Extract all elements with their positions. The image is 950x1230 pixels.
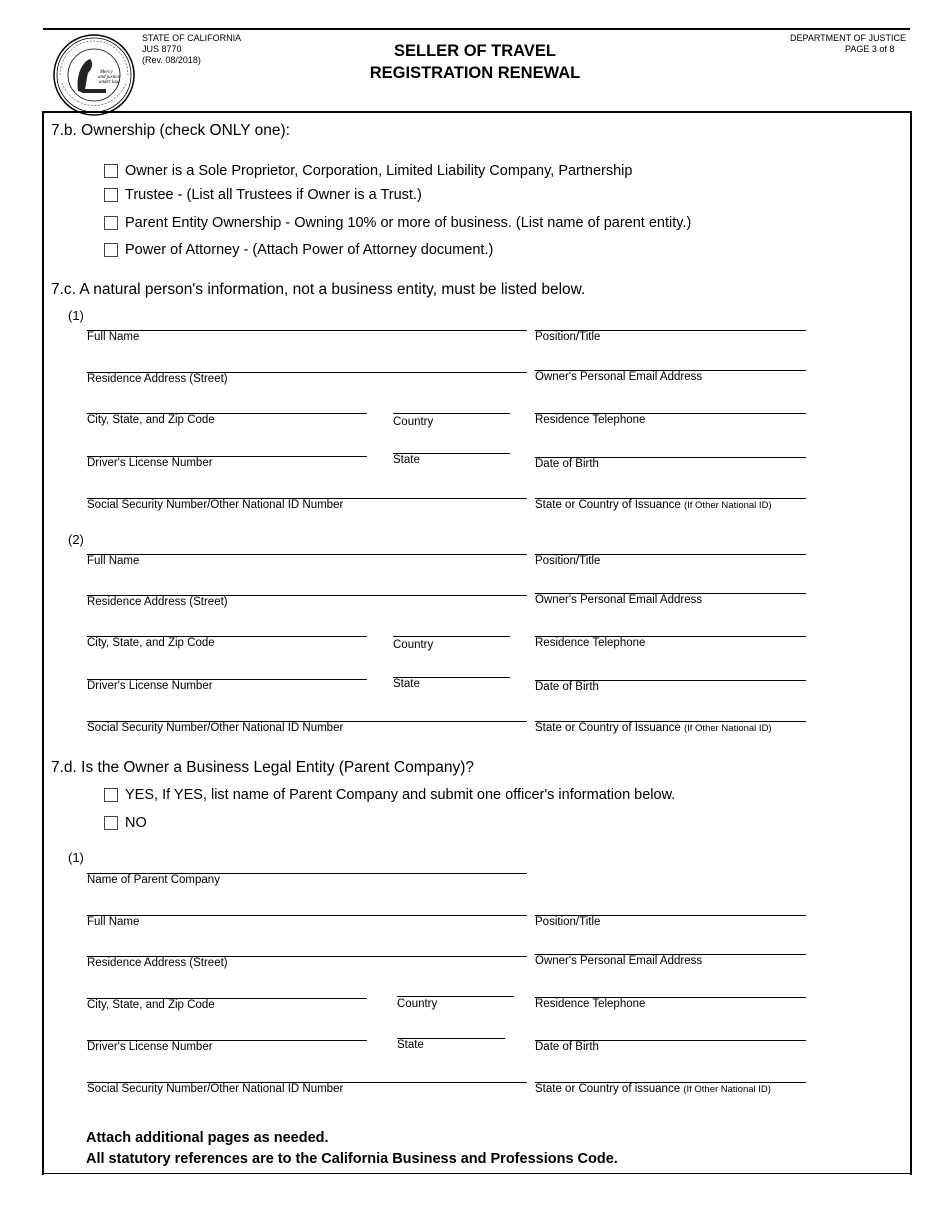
person-1-city-field[interactable]	[87, 413, 367, 432]
svg-text:and justice: and justice	[98, 75, 120, 80]
officer-position-field[interactable]	[535, 915, 806, 934]
option-label: Power of Attorney - (Attach Power of Attorney document.)	[125, 242, 494, 258]
field-label: Owner's Personal Email Address	[535, 955, 703, 967]
field-label	[535, 498, 772, 513]
option-label: Parent Entity Ownership - Owning 10% or more of business. (List name of parent entity.)	[125, 215, 692, 231]
checkbox-power-of-attorney[interactable]	[104, 243, 118, 257]
person-1-full-name-field[interactable]	[87, 330, 527, 349]
field-label: Date of Birth	[535, 1041, 599, 1053]
officer-ssn-field[interactable]	[87, 1082, 527, 1101]
checkbox-yes[interactable]	[104, 788, 118, 802]
field-label: Residence Telephone	[535, 414, 646, 426]
person-2-ssn-field[interactable]	[87, 721, 527, 740]
field-label: Driver's License Number	[87, 680, 213, 692]
field-label: City, State, and Zip Code	[87, 637, 215, 649]
officer-country-field[interactable]	[397, 996, 514, 1015]
field-label: Country	[393, 639, 434, 651]
state-label: STATE OF CALIFORNIA	[142, 33, 242, 43]
title-line-2: REGISTRATION RENEWAL	[369, 64, 581, 82]
field-label: Driver's License Number	[87, 457, 213, 469]
option-no[interactable]	[104, 814, 147, 832]
field-label: State	[397, 1039, 424, 1051]
field-label: Position/Title	[535, 331, 601, 343]
state-seal-icon	[52, 33, 136, 117]
svg-text:under law: under law	[99, 80, 120, 85]
field-label: Owner's Personal Email Address	[535, 594, 703, 606]
person-1-country-field[interactable]	[393, 413, 510, 432]
officer-email-field[interactable]	[535, 954, 806, 973]
officer-full-name-field[interactable]	[87, 915, 527, 934]
field-label: Owner's Personal Email Address	[535, 371, 703, 383]
officer-license-field[interactable]	[87, 1040, 367, 1059]
person-1-address-field[interactable]	[87, 372, 527, 391]
field-label: Residence Telephone	[535, 637, 646, 649]
field-label: Driver's License Number	[87, 1041, 213, 1053]
field-label: Residence Address (Street)	[87, 373, 228, 385]
field-label: Country	[397, 998, 438, 1010]
officer-issuance-field[interactable]	[535, 1082, 806, 1101]
checkbox-sole-proprietor[interactable]	[104, 164, 118, 178]
field-label: Full Name	[87, 331, 140, 343]
issuance-note: (If Other National ID)	[683, 1084, 771, 1095]
person-2-number: (2)	[68, 532, 84, 547]
field-label: City, State, and Zip Code	[87, 999, 215, 1011]
option-parent-entity[interactable]	[104, 214, 691, 232]
person-2-position-field[interactable]	[535, 554, 806, 573]
issuance-note: (If Other National ID)	[683, 723, 772, 734]
option-label: Owner is a Sole Proprietor, Corporation, Limited Liability Company, Partnership	[125, 163, 633, 179]
person-2-state-field[interactable]	[393, 677, 510, 696]
person-1-number: (1)	[68, 308, 84, 323]
field-label: Full Name	[87, 916, 140, 928]
footer-note-2: All statutory references are to the California Business and Professions Code.	[86, 1151, 618, 1167]
issuance-label: State or Country of Issuance	[535, 722, 681, 734]
option-yes[interactable]	[104, 786, 675, 804]
field-label: Country	[393, 416, 434, 428]
person-2-email-field[interactable]	[535, 593, 806, 612]
field-label: Date of Birth	[535, 681, 599, 693]
person-2-country-field[interactable]	[393, 636, 510, 655]
person-2-telephone-field[interactable]	[535, 636, 806, 655]
field-label: State	[393, 678, 420, 690]
page-title	[300, 40, 650, 84]
person-1-issuance-field[interactable]	[535, 498, 806, 517]
person-2-license-field[interactable]	[87, 679, 367, 698]
officer-number: (1)	[68, 850, 84, 865]
field-label: Social Security Number/Other National ID Number	[87, 722, 344, 734]
form-revision: (Rev. 08/2018)	[142, 55, 201, 65]
field-label: Position/Title	[535, 555, 601, 567]
field-label	[535, 721, 772, 736]
person-2-city-field[interactable]	[87, 636, 367, 655]
footer-note-1: Attach additional pages as needed.	[86, 1130, 329, 1146]
field-label: Residence Address (Street)	[87, 596, 228, 608]
page-number: PAGE 3 of 8	[845, 44, 895, 54]
option-sole-proprietor[interactable]	[104, 162, 632, 180]
officer-dob-field[interactable]	[535, 1040, 806, 1059]
person-2-address-field[interactable]	[87, 595, 527, 614]
question-7d: 7.d. Is the Owner a Business Legal Entity (Parent Company)?	[51, 759, 475, 776]
person-1-position-field[interactable]	[535, 330, 806, 349]
officer-telephone-field[interactable]	[535, 997, 806, 1016]
question-7b: 7.b. Ownership (check ONLY one):	[51, 122, 290, 139]
checkbox-parent-entity[interactable]	[104, 216, 118, 230]
form-number: JUS 8770	[142, 44, 182, 54]
option-power-of-attorney[interactable]	[104, 241, 493, 259]
officer-state-field[interactable]	[397, 1038, 505, 1057]
person-1-license-field[interactable]	[87, 456, 367, 475]
field-label: City, State, and Zip Code	[87, 414, 215, 426]
field-label: Full Name	[87, 555, 140, 567]
person-2-full-name-field[interactable]	[87, 554, 527, 573]
form-bottom-rule	[42, 1173, 910, 1174]
person-1-email-field[interactable]	[535, 370, 806, 389]
person-1-state-field[interactable]	[393, 453, 510, 472]
title-line-1: SELLER OF TRAVEL	[394, 42, 556, 60]
officer-city-field[interactable]	[87, 998, 367, 1017]
person-2-dob-field[interactable]	[535, 680, 806, 699]
question-7c: 7.c. A natural person's information, not a business entity, must be listed below.	[51, 281, 586, 298]
person-1-telephone-field[interactable]	[535, 413, 806, 432]
checkbox-trustee[interactable]	[104, 188, 118, 202]
field-label: Date of Birth	[535, 458, 599, 470]
field-label: Name of Parent Company	[87, 874, 220, 886]
person-2-issuance-field[interactable]	[535, 721, 806, 740]
header-rule	[43, 28, 910, 30]
officer-address-field[interactable]	[87, 956, 527, 975]
svg-text:Mercy: Mercy	[100, 70, 113, 75]
field-label: Social Security Number/Other National ID Number	[87, 499, 344, 511]
issuance-label: State or Country of issuance	[535, 1083, 681, 1095]
option-trustee[interactable]	[104, 186, 422, 204]
person-1-ssn-field[interactable]	[87, 498, 527, 517]
person-1-dob-field[interactable]	[535, 457, 806, 476]
department-label: DEPARTMENT OF JUSTICE	[789, 33, 906, 43]
issuance-label: State or Country of Issuance	[535, 499, 681, 511]
checkbox-no[interactable]	[104, 816, 118, 830]
parent-company-field[interactable]	[87, 873, 527, 892]
field-label: Social Security Number/Other National ID Number	[87, 1083, 344, 1095]
option-label: Trustee - (List all Trustees if Owner is a Trust.)	[125, 187, 422, 203]
field-label	[535, 1082, 771, 1097]
issuance-note: (If Other National ID)	[683, 500, 772, 511]
option-label: NO	[125, 815, 147, 831]
field-label: Position/Title	[535, 916, 601, 928]
field-label: State	[393, 454, 420, 466]
option-label: YES, If YES, list name of Parent Company and submit one officer's information below.	[125, 787, 676, 803]
field-label: Residence Address (Street)	[87, 957, 228, 969]
field-label: Residence Telephone	[535, 998, 646, 1010]
